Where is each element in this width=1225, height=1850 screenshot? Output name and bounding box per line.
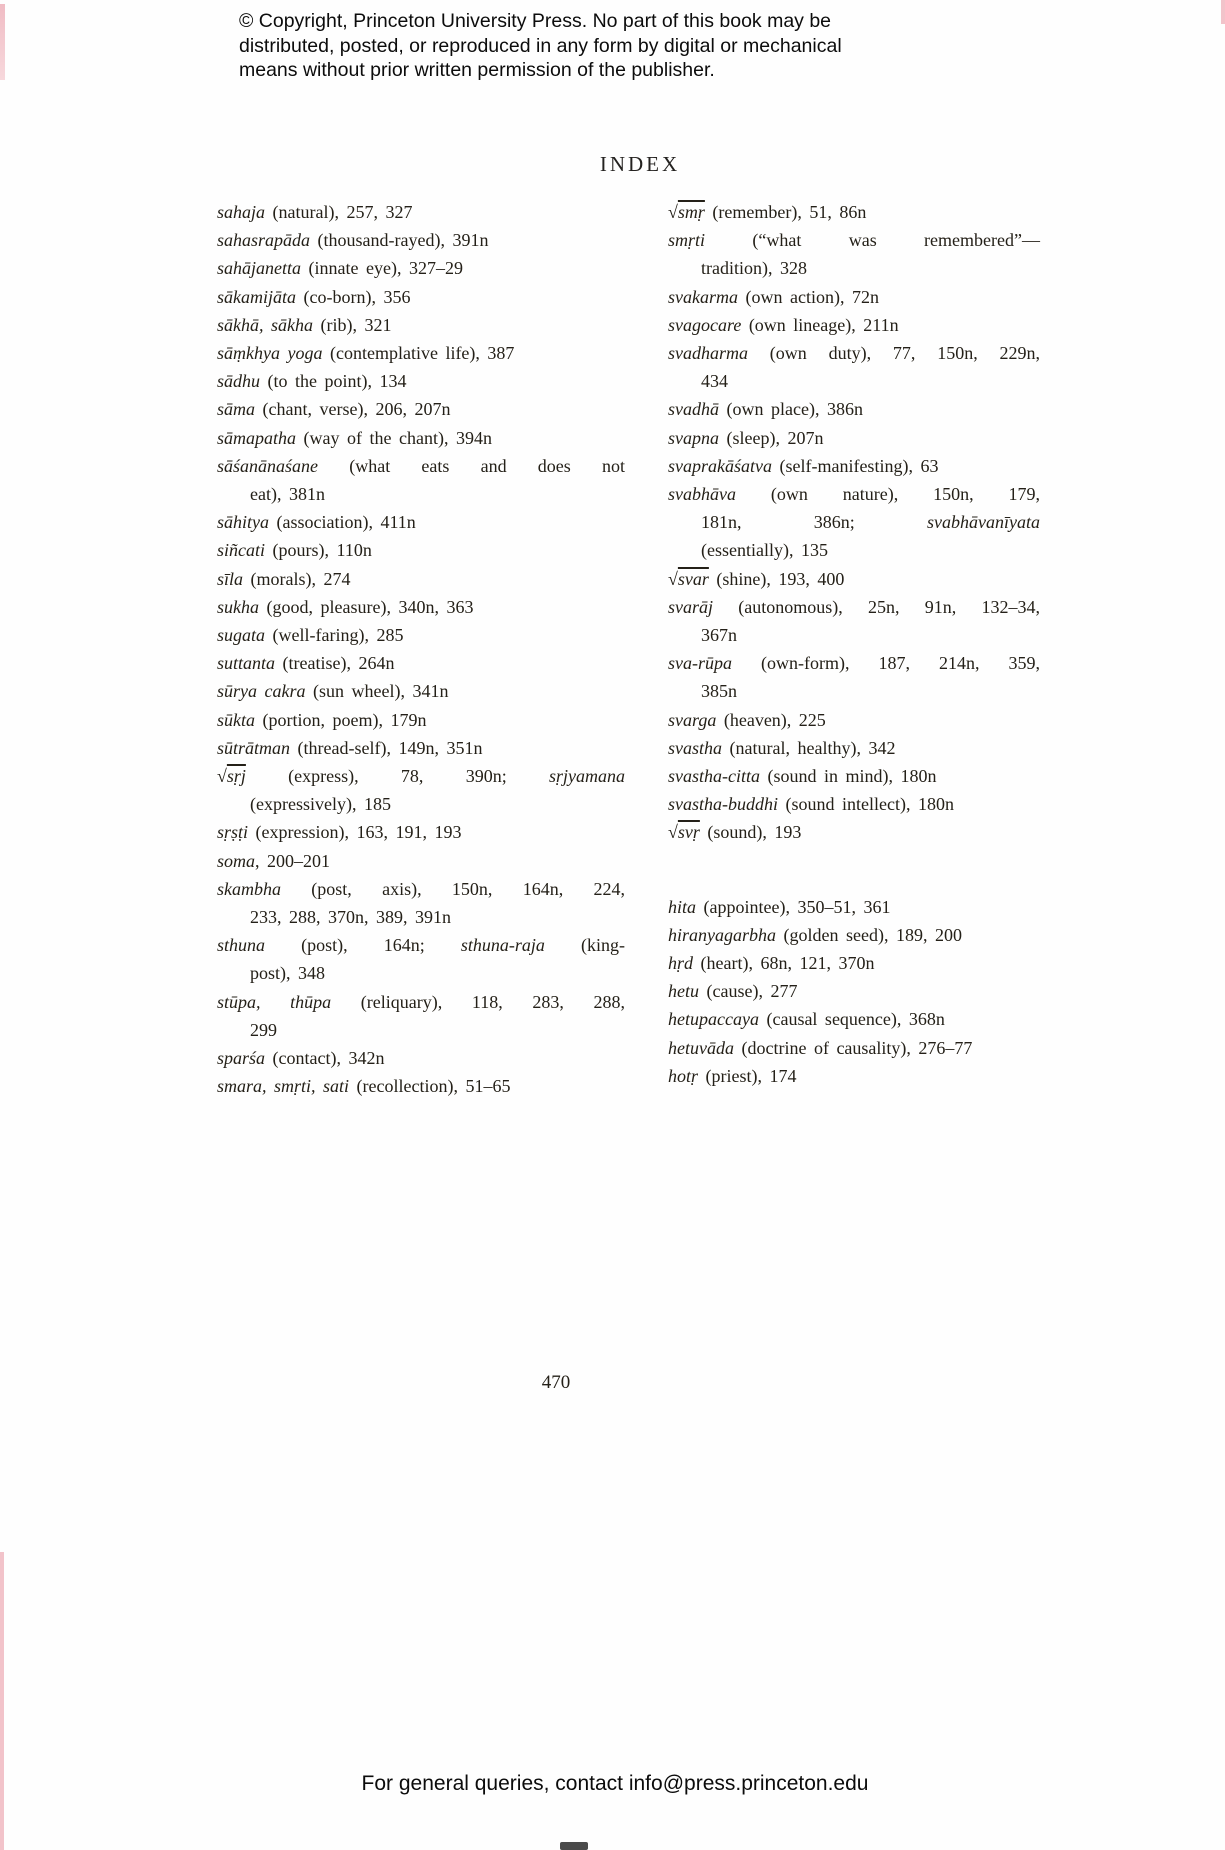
index-term: hetupaccaya [668,1009,759,1030]
index-entry-line: hetuvāda (doctrine of causality), 276–77 [668,1037,973,1058]
index-term: svadhā [668,399,719,420]
index-entry [668,395,1040,423]
index-term: svadharma [668,343,748,364]
index-term: svastha [668,737,722,758]
index-entry [668,977,1040,1005]
index-entry [217,339,625,367]
index-term: sthuna-raja [460,935,545,956]
index-term: svakarma [668,286,738,307]
index-entry-line: svadhā (own place), 386n [668,399,863,420]
index-entry [217,424,625,452]
index-entry [668,424,1040,452]
index-term: sāmapatha [217,427,297,448]
copyright-notice [239,9,842,83]
index-entry-line: eat), 381n [250,484,325,505]
index-root-term: sṛj [226,766,246,787]
index-entry-line: suttanta (treatise), 264n [217,653,395,674]
index-entry-line: 233, 288, 370n, 389, 391n [250,907,451,928]
index-entry [217,536,625,564]
index-term: hetuvāda [668,1037,734,1058]
index-entry-line: (expressively), 185 [250,794,391,815]
index-entry [217,931,625,987]
index-entry [668,762,1040,790]
index-entry [668,1034,1040,1062]
index-entry [217,565,625,593]
index-entry-line: sahaja (natural), 257, 327 [217,202,413,222]
index-entry-line: svadharma (own duty), 77, 150n, 229n, [668,343,1040,364]
index-entry [217,988,625,1044]
index-entry [217,198,625,226]
index-entry-line: 434 [701,371,728,392]
index-entry-line: hiranyagarbha (golden seed), 189, 200 [668,924,962,945]
index-entry-line: 367n [701,625,737,646]
footer-contact: For general queries, contact info@press.princeton.edu [361,1772,869,1795]
index-term: sādhu [217,371,261,392]
index-entry-line: siñcati (pours), 110n [217,540,372,561]
index-entry [668,649,1040,705]
index-entry-line: svabhāva (own nature), 150n, 179, [668,484,1040,505]
index-entry [217,254,625,282]
index-entry-line: skambha (post, axis), 150n, 164n, 224, [217,878,625,899]
page-title: INDEX [599,152,681,176]
index-entry-line: sāmapatha (way of the chant), 394n [217,427,492,448]
index-term: sparśa [217,1048,266,1069]
index-term: svapna [668,427,719,448]
index-entry [668,565,1040,593]
index-entry [217,762,625,818]
index-term: sāhitya [217,512,269,533]
index-term: soma [217,850,256,871]
copyright-line: © Copyright, Princeton University Press. No part of this book may be [239,10,832,32]
index-entry-line: 299 [250,1019,277,1040]
index-term: sīla [217,568,244,589]
index-term: svastha-citta [668,766,760,787]
index-entry-line: svaprakāśatva (self-manifesting), 63 [668,455,939,476]
index-term: sūrya cakra [217,681,306,702]
index-term: hiranyagarbha [668,924,776,945]
index-entry-line: soma, 200–201 [217,850,331,871]
index-term: siñcati [217,540,265,561]
index-entry-line: sākamijāta (co-born), 356 [217,286,411,307]
index-entry [217,1072,625,1100]
index-term: sāṃkhya yoga [217,343,323,364]
page-number: 470 [541,1372,571,1393]
index-entry [668,283,1040,311]
index-entry-line: sūtrātman (thread-self), 149n, 351n [217,737,483,758]
index-entry [217,677,625,705]
index-term: sahaja [217,202,266,222]
index-entry-line: post), 348 [250,963,325,984]
index-entry-line: smara, smṛti, sati (recollection), 51–65 [217,1076,511,1097]
index-entry [217,621,625,649]
index-root-term: svar [677,568,709,589]
index-entry-line: svagocare (own lineage), 211n [668,314,899,335]
index-term: sūkta [217,709,255,730]
index-entry [668,311,1040,339]
index-entry [668,734,1040,762]
index-term: hita [668,896,697,917]
index-entry-line: sāma (chant, verse), 206, 207n [217,399,451,420]
index-entry [217,226,625,254]
index-entry [217,593,625,621]
index-entry-line: hita (appointee), 350–51, 361 [668,896,891,917]
index-entry-line: hetu (cause), 277 [668,981,798,1002]
index-entry-line: svarga (heaven), 225 [668,709,826,730]
index-term: sākhā, sākha [217,314,313,335]
index-entry-line: sugata (well-faring), 285 [217,625,404,646]
index-entry [217,395,625,423]
index-term: hetu [668,981,699,1002]
index-entry-line: stūpa, thūpa (reliquary), 118, 283, 288, [217,991,625,1012]
index-term: stūpa, thūpa [217,991,332,1012]
index-entry-line: sādhu (to the point), 134 [217,371,407,392]
index-entry [668,593,1040,649]
index-left-column [217,198,625,1101]
index-entry-line: sthuna (post), 164n; sthuna-raja (king- [217,935,625,956]
index-entry [217,311,625,339]
index-entry-line: sīla (morals), 274 [217,568,351,589]
index-entry [668,921,1040,949]
copyright-line: means without prior written permission of the publisher. [239,59,715,81]
index-term: hotṛ [668,1065,699,1086]
index-entry [668,226,1040,282]
index-entry [217,452,625,508]
index-entry-line: sahājanetta (innate eye), 327–29 [217,258,463,279]
index-entry-line: sūkta (portion, poem), 179n [217,709,427,730]
index-group [668,893,1040,1090]
index-root-term: svṛ [677,822,700,843]
index-term: suttanta [217,653,276,674]
index-term: sāma [217,399,256,420]
index-entry-line: svastha (natural, healthy), 342 [668,737,896,758]
scan-artifact-left-top [0,4,5,80]
index-term: sahājanetta [217,258,301,279]
index-entry-line: hṛd (heart), 68n, 121, 370n [668,953,875,974]
index-entry-line: √smṛ (remember), 51, 86n [668,202,867,222]
index-entry-line: sṛṣṭi (expression), 163, 191, 193 [217,822,462,843]
index-entry-line: sāśanānaśane (what eats and does not [217,455,625,476]
index-entry-line: sākhā, sākha (rib), 321 [217,314,392,335]
index-term: sugata [217,625,266,646]
scan-artifact-right-top [1221,0,1225,24]
index-term: svabhāvanīyata [927,512,1040,533]
index-term: smara, smṛti, sati [217,1076,350,1097]
index-entry [668,893,1040,921]
index-entry-line: sāṃkhya yoga (contemplative life), 387 [217,343,515,364]
index-term: svagocare [668,314,742,335]
index-entry-line: √sṛj (express), 78, 390n; sṛjyamana [217,766,625,787]
index-entry-line: sahasrapāda (thousand-rayed), 391n [217,230,489,251]
index-term: svarga [668,709,717,730]
index-entry-line: svastha-buddhi (sound intellect), 180n [668,794,954,815]
index-term: svastha-buddhi [668,794,778,815]
index-term: sṛṣṭi [217,822,249,843]
index-entry [217,508,625,536]
index-entry-line: sva-rūpa (own-form), 187, 214n, 359, [668,653,1040,674]
index-term: smṛti [668,230,706,251]
index-entry [668,818,1040,846]
index-entry [217,847,625,875]
scan-artifact-left-bottom [0,1552,4,1850]
index-entry-line: svakarma (own action), 72n [668,286,879,307]
index-entry [217,367,625,395]
index-entry-line: √svar (shine), 193, 400 [668,568,845,589]
index-term: sāśanānaśane [217,455,319,476]
index-entry-line: (essentially), 135 [701,540,828,561]
index-entry-line: √svṛ (sound), 193 [668,822,802,843]
index-entry [217,649,625,677]
index-entry-line: sparśa (contact), 342n [217,1048,385,1069]
index-term: sṛjyamana [549,766,625,787]
index-entry [217,1044,625,1072]
index-group [217,198,625,1101]
index-entry [668,198,1040,226]
index-term: svarāj [668,596,713,617]
index-term: svabhāva [668,484,736,505]
index-term: svaprakāśatva [668,455,772,476]
index-entry-line: svarāj (autonomous), 25n, 91n, 132–34, [668,596,1040,617]
index-entry [668,949,1040,977]
index-entry [668,706,1040,734]
index-entry [668,790,1040,818]
index-entry-line: tradition), 328 [701,258,807,279]
index-entry-line: sukha (good, pleasure), 340n, 363 [217,596,474,617]
index-entry [668,480,1040,565]
index-entry [668,339,1040,395]
index-term: sākamijāta [217,286,296,307]
index-entry [217,875,625,931]
index-entry-line: svastha-citta (sound in mind), 180n [668,766,937,787]
index-term: sthuna [217,935,266,956]
index-right-column [668,198,1040,1090]
index-entry [217,818,625,846]
index-entry-line: 385n [701,681,737,702]
index-term: skambha [217,878,281,899]
index-entry [668,1005,1040,1033]
index-group [668,198,1040,847]
index-entry [668,452,1040,480]
copyright-line: distributed, posted, or reproduced in any form by digital or mechanical [239,34,842,57]
index-term: sūtrātman [217,737,291,758]
index-term: sahasrapāda [217,230,311,251]
index-term: sva-rūpa [668,653,732,674]
index-term: sukha [217,596,259,617]
index-entry-line: smṛti (“what was remembered”— [668,230,1040,251]
index-entry-line: sāhitya (association), 411n [217,512,416,533]
index-entry-line: hotṛ (priest), 174 [668,1065,797,1086]
index-entry [217,283,625,311]
index-entry-line: sūrya cakra (sun wheel), 341n [217,681,449,702]
index-term: hṛd [668,953,694,974]
index-entry [668,1062,1040,1090]
index-entry [217,706,625,734]
index-entry-line: 181n, 386n; svabhāvanīyata [701,512,1040,533]
index-root-term: smṛ [677,202,705,222]
index-entry-line: hetupaccaya (causal sequence), 368n [668,1009,945,1030]
scan-artifact-bottom-mark [560,1842,588,1850]
index-entry-line: svapna (sleep), 207n [668,427,824,448]
index-entry [217,734,625,762]
